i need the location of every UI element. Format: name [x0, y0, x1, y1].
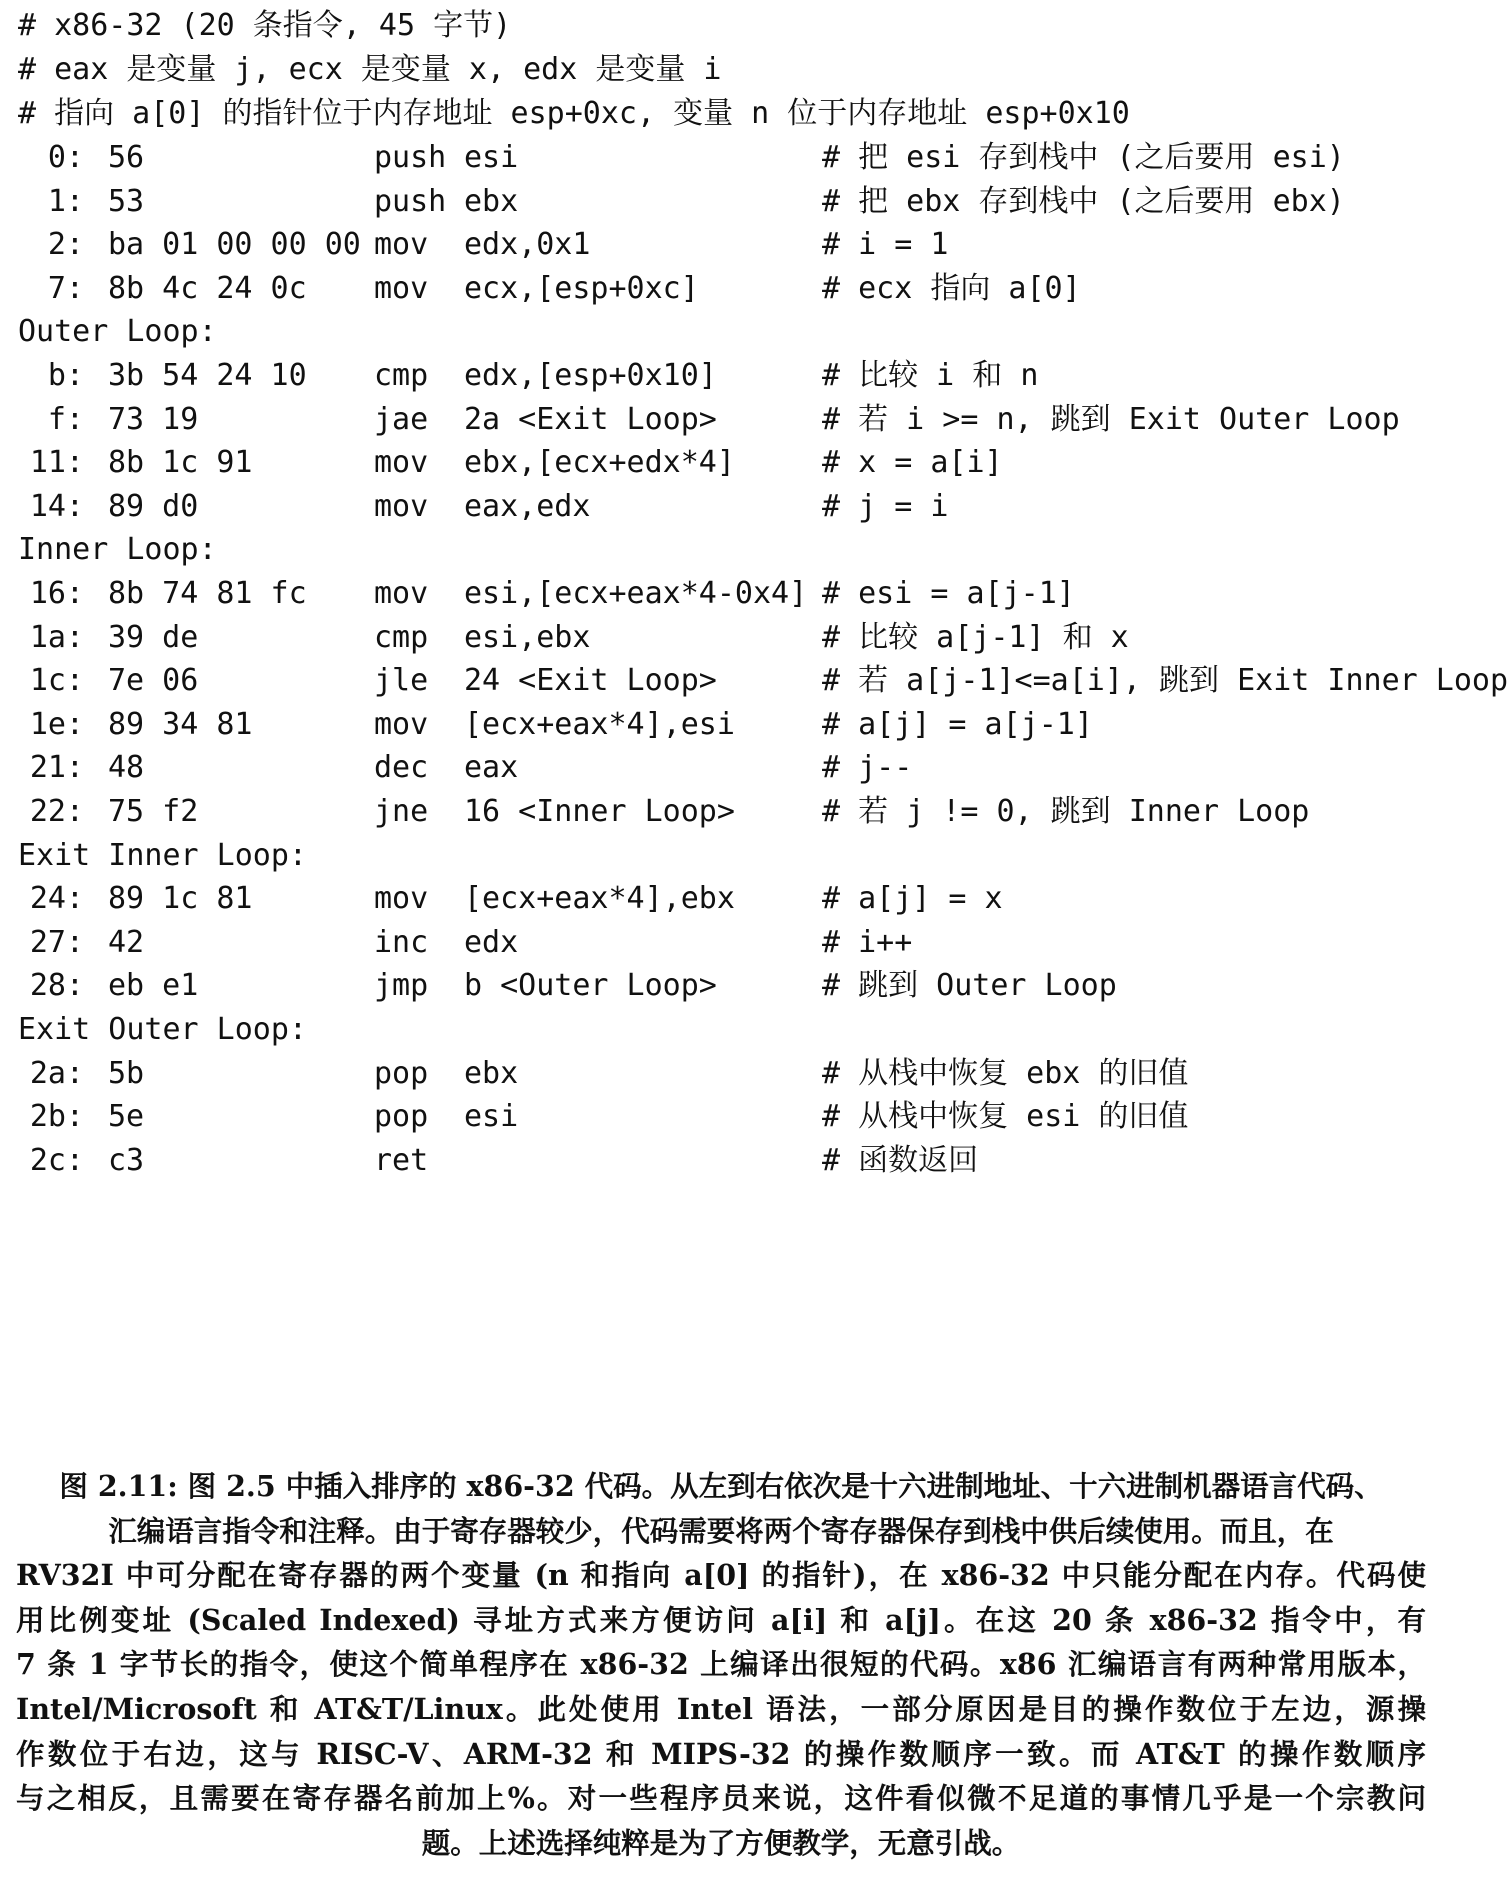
- code-label: Outer Loop:: [18, 314, 217, 350]
- instr-address: 1a:: [29, 619, 84, 655]
- instr-bytes: 8b 1c 91: [108, 445, 253, 481]
- instr-bytes: 39 de: [108, 619, 199, 655]
- instr-comment: # x = a[i]: [822, 445, 1003, 481]
- instr-mnemonic: pop: [374, 1055, 429, 1091]
- instr-bytes: 56: [108, 140, 145, 175]
- instr-mnemonic: push: [374, 140, 447, 175]
- instr-comment: # j--: [822, 750, 913, 786]
- caption-line: 作数位于右边，这与 RISC-V、ARM-32 和 MIPS-32 的操作数顺序一致。而 AT&T 的操作数顺序: [16, 1736, 1426, 1771]
- instr-bytes: 8b 74 81 fc: [108, 576, 307, 611]
- instr-address: 2:: [47, 227, 84, 263]
- instr-operands: 16 <Inner Loop>: [464, 794, 735, 829]
- instr-operands: ebx,[ecx+edx*4]: [464, 445, 735, 481]
- instr-bytes: 75 f2: [108, 794, 199, 829]
- instr-mnemonic: jle: [374, 663, 429, 699]
- instr-bytes: 89 1c 81: [108, 881, 253, 917]
- instr-bytes: ba 01 00 00 00: [108, 227, 361, 263]
- instr-address: 27:: [29, 924, 84, 960]
- instr-mnemonic: mov: [374, 706, 429, 742]
- instr-mnemonic: mov: [374, 445, 429, 481]
- caption-line: 用比例变址 (Scaled Indexed) 寻址方式来方便访问 a[i] 和 a[j]。在这 20 条 x86-32 指令中，有: [16, 1602, 1426, 1637]
- instr-operands: 24 <Exit Loop>: [464, 663, 717, 699]
- instr-operands: edx,0x1: [464, 227, 591, 263]
- instr-operands: esi: [464, 1099, 519, 1135]
- figure-caption: [16, 1464, 1426, 1865]
- instr-operands: edx: [464, 924, 519, 960]
- code-label: Exit Inner Loop:: [18, 837, 307, 873]
- code-label: Exit Outer Loop:: [18, 1012, 307, 1047]
- instr-mnemonic: mov: [374, 270, 429, 306]
- instr-comment: # j = i: [822, 488, 949, 524]
- instr-address: b:: [47, 358, 84, 393]
- instr-bytes: 89 d0: [108, 488, 199, 524]
- instr-comment: # 比较 a[j-1] 和 x: [822, 619, 1129, 655]
- instr-address: 1:: [47, 183, 84, 219]
- instr-comment: # 跳到 Outer Loop: [822, 968, 1117, 1004]
- instr-mnemonic: jne: [374, 794, 429, 829]
- instr-mnemonic: mov: [374, 227, 429, 263]
- instr-mnemonic: jmp: [374, 968, 429, 1004]
- caption-line: 图 2.11: 图 2.5 中插入排序的 x86-32 代码。从左到右依次是十六进制地址、十六进制机器语言代码、: [59, 1469, 1383, 1503]
- instr-address: 16:: [29, 576, 84, 611]
- instr-bytes: 42: [108, 924, 145, 960]
- instr-comment: # 若 i >= n, 跳到 Exit Outer Loop: [822, 401, 1400, 437]
- instr-mnemonic: mov: [374, 881, 429, 917]
- instr-mnemonic: push: [374, 183, 447, 219]
- instr-bytes: 73 19: [108, 401, 199, 437]
- instr-comment: # 若 j != 0, 跳到 Inner Loop: [822, 794, 1310, 829]
- caption-line: RV32I 中可分配在寄存器的两个变量 (n 和指向 a[0] 的指针)，在 x86-32 中只能分配在内存。代码使: [16, 1558, 1426, 1593]
- instr-address: 2a:: [29, 1055, 84, 1091]
- caption-line: 题。上述选择纯粹是为了方便教学，无意引战。: [421, 1825, 1021, 1860]
- instr-comment: # esi = a[j-1]: [822, 576, 1075, 611]
- instr-address: 7:: [47, 270, 84, 306]
- instr-operands: esi,ebx: [464, 619, 591, 655]
- instr-mnemonic: jae: [374, 401, 429, 437]
- instr-address: 22:: [29, 794, 84, 829]
- instr-address: 11:: [29, 445, 84, 481]
- instr-operands: b <Outer Loop>: [464, 968, 717, 1004]
- instr-comment: # 把 esi 存到栈中 (之后要用 esi): [822, 140, 1345, 175]
- instr-bytes: 5e: [108, 1099, 145, 1135]
- instr-comment: # 函数返回: [822, 1142, 979, 1178]
- instr-operands: ebx: [464, 183, 519, 219]
- instr-bytes: 7e 06: [108, 663, 199, 699]
- instr-comment: # 从栈中恢复 esi 的旧值: [822, 1099, 1189, 1135]
- instr-comment: # i = 1: [822, 227, 949, 263]
- instr-operands: edx,[esp+0x10]: [464, 358, 717, 393]
- instr-operands: eax,edx: [464, 488, 591, 524]
- instr-address: 28:: [29, 968, 84, 1004]
- instr-bytes: c3: [108, 1142, 145, 1178]
- instr-mnemonic: ret: [374, 1142, 429, 1178]
- header-comment: # 指向 a[0] 的指针位于内存地址 esp+0xc, 变量 n 位于内存地址 esp+0x10: [18, 96, 1130, 131]
- instr-mnemonic: mov: [374, 576, 429, 611]
- caption-line: 汇编语言指令和注释。由于寄存器较少，代码需要将两个寄存器保存到栈中供后续使用。而且，在: [108, 1513, 1334, 1548]
- caption-line: Intel/Microsoft 和 AT&T/Linux。此处使用 Intel 语法，一部分原因是目的操作数位于左边，源操: [16, 1691, 1426, 1726]
- instr-mnemonic: mov: [374, 488, 429, 524]
- instr-mnemonic: dec: [374, 750, 429, 786]
- instr-bytes: 48: [108, 750, 145, 786]
- instr-operands: eax: [464, 750, 519, 786]
- instr-bytes: 5b: [108, 1055, 145, 1091]
- instr-address: 21:: [29, 750, 84, 786]
- instr-address: 14:: [29, 488, 84, 524]
- instr-operands: 2a <Exit Loop>: [464, 401, 717, 437]
- instr-comment: # i++: [822, 924, 913, 960]
- instr-comment: # a[j] = x: [822, 881, 1003, 917]
- instr-bytes: eb e1: [108, 968, 199, 1004]
- instr-address: 0:: [47, 140, 84, 175]
- instr-mnemonic: cmp: [374, 358, 429, 393]
- instr-address: f:: [47, 401, 84, 437]
- instr-operands: [ecx+eax*4],esi: [464, 706, 735, 742]
- instr-comment: # 从栈中恢复 ebx 的旧值: [822, 1055, 1189, 1091]
- header-comment: # eax 是变量 j, ecx 是变量 x, edx 是变量 i: [18, 52, 722, 87]
- instr-mnemonic: pop: [374, 1099, 429, 1135]
- instr-operands: esi,[ecx+eax*4-0x4]: [464, 576, 808, 611]
- instr-bytes: 53: [108, 183, 145, 219]
- instr-address: 1c:: [29, 663, 84, 699]
- instr-mnemonic: inc: [374, 924, 429, 960]
- instr-bytes: 8b 4c 24 0c: [108, 270, 307, 306]
- caption-line: 7 条 1 字节长的指令，使这个简单程序在 x86-32 上编译出很短的代码。x86 汇编语言有两种常用版本，: [16, 1647, 1426, 1682]
- instr-address: 24:: [29, 881, 84, 917]
- instr-operands: ebx: [464, 1055, 519, 1091]
- instr-operands: [ecx+eax*4],ebx: [464, 881, 735, 917]
- instr-bytes: 3b 54 24 10: [108, 358, 307, 393]
- instr-comment: # 若 a[j-1]<=a[i], 跳到 Exit Inner Loop: [822, 663, 1509, 699]
- instr-operands: ecx,[esp+0xc]: [464, 270, 699, 306]
- instr-comment: # ecx 指向 a[0]: [822, 270, 1081, 306]
- instr-bytes: 89 34 81: [108, 706, 253, 742]
- instr-address: 2b:: [29, 1099, 84, 1135]
- instr-comment: # 比较 i 和 n: [822, 358, 1039, 393]
- instr-mnemonic: cmp: [374, 619, 429, 655]
- instr-address: 2c:: [29, 1142, 84, 1178]
- header-comment: # x86-32 (20 条指令, 45 字节): [18, 8, 512, 43]
- instr-address: 1e:: [29, 706, 84, 742]
- instr-comment: # a[j] = a[j-1]: [822, 706, 1093, 742]
- instr-comment: # 把 ebx 存到栈中 (之后要用 ebx): [822, 183, 1345, 219]
- code-label: Inner Loop:: [18, 532, 217, 568]
- caption-line: 与之相反，且需要在寄存器名前加上%。对一些程序员来说，这件看似微不足道的事情几乎是一个宗教问: [16, 1781, 1426, 1816]
- instr-operands: esi: [464, 140, 519, 175]
